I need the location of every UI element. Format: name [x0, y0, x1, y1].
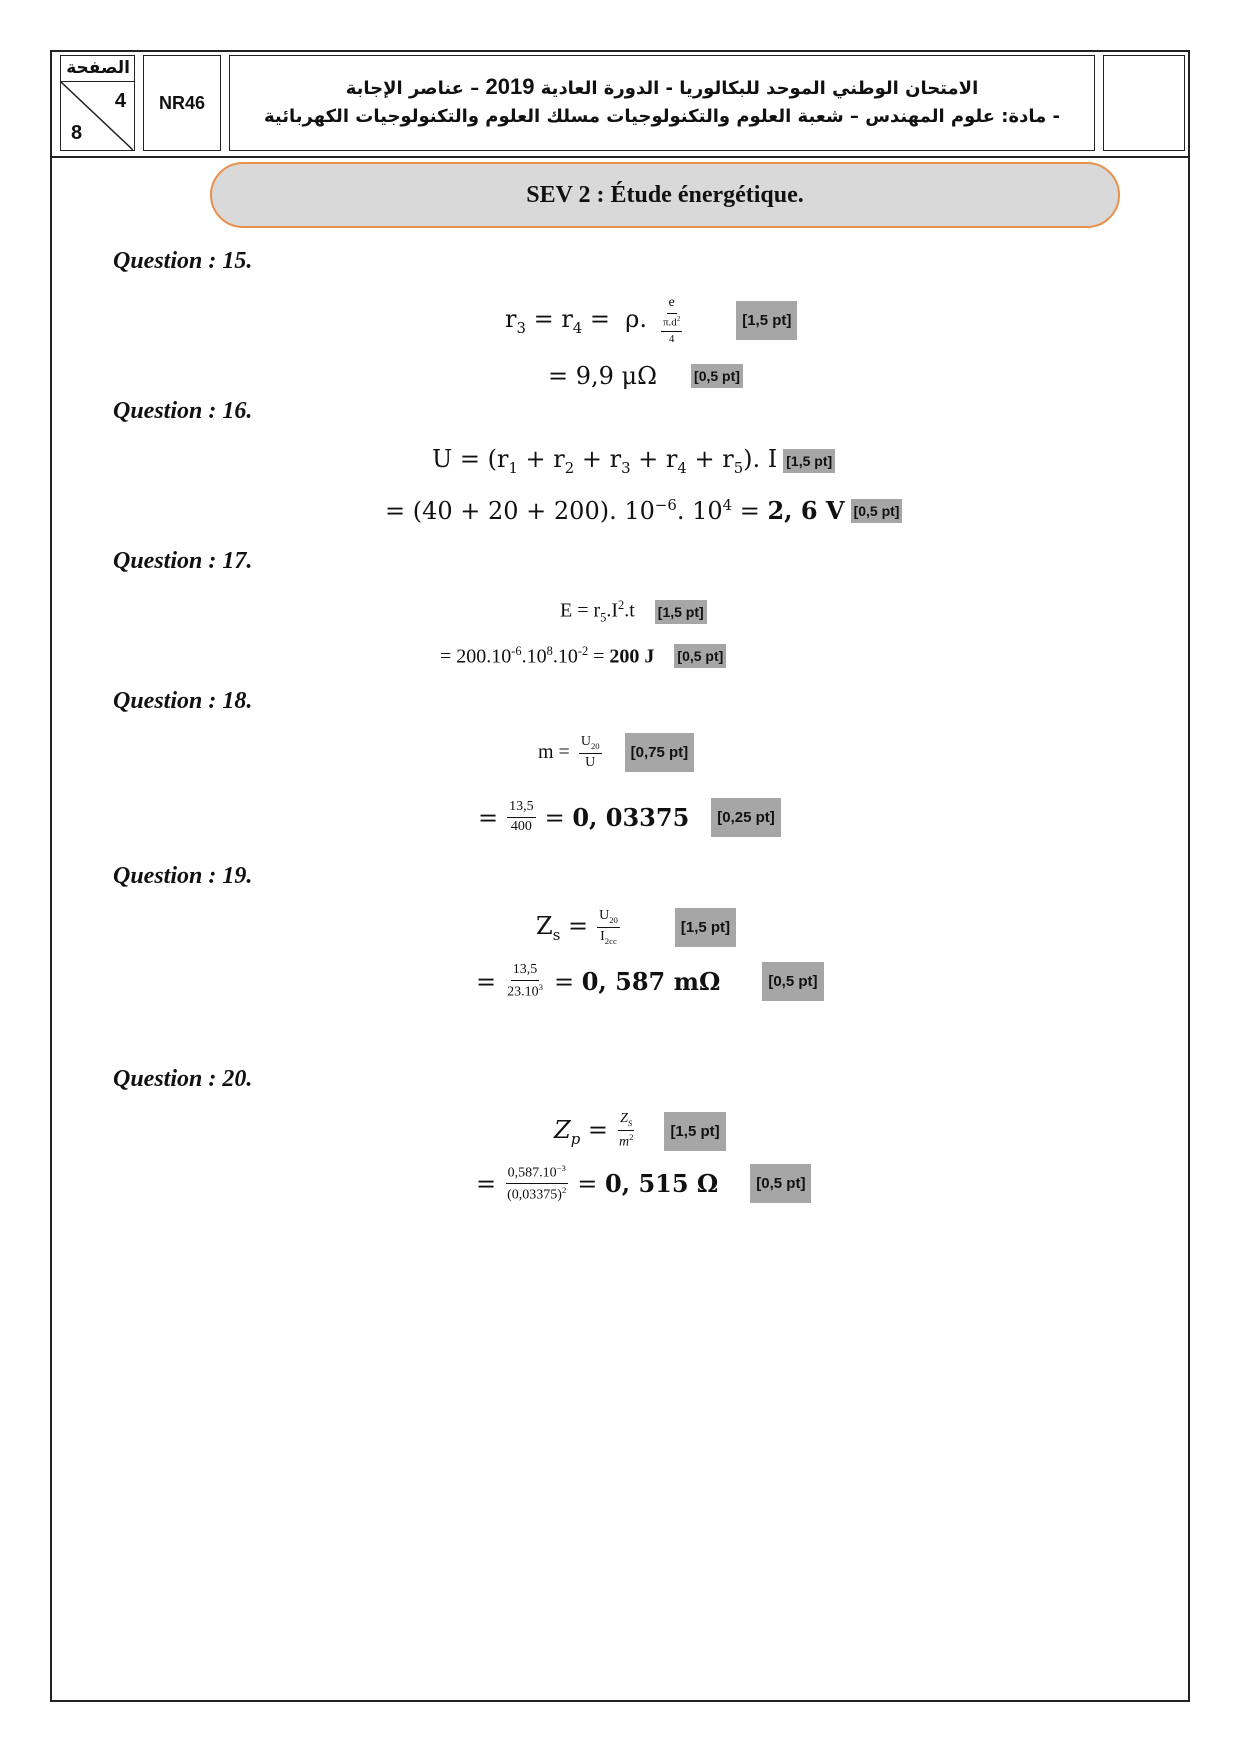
q16-formula: $U = (r_1 + r_2 + r_3 + r_4 + r_5)$. I [1,5 pt] — [432, 445, 835, 477]
q18-points-result: [0,25 pt] — [711, 798, 781, 837]
exam-title — [229, 55, 1095, 151]
section-title: SEV 2 : Étude énergétique. — [210, 162, 1120, 228]
q15-points-result: [0,5 pt] — [691, 364, 743, 388]
exam-year: 2019 — [485, 74, 535, 99]
q18-points-formula: [0,75 pt] — [625, 733, 695, 772]
q19-formula: $Z_s$ = $\frac{U_{20}}{I_{2cc}}$ [1,5 pt] — [536, 908, 736, 947]
page-number-box — [60, 55, 135, 151]
q19-result: = $\frac{13,5}{23.10^3}$ = 0, 587 mΩ [0,5 pt] — [476, 962, 824, 1001]
question-16-label: Question : 16. — [113, 398, 253, 424]
q16-result: = (40 + 20 + 200). $10^{-6}$. $10^4 = 2$, 6 V [0,5 pt] — [385, 496, 902, 525]
exam-title-line2: - مادة: علوم المهندس – شعبة العلوم والتكنولوجيات مسلك العلوم والتكنولوجيات الكهربائية — [263, 106, 1061, 127]
q17-result: = $200.10^{-6}.10^8.10^{-2} = 200$ J [0,5 pt] — [440, 644, 726, 669]
q17-points-formula: [1,5 pt] — [655, 600, 707, 624]
q18-result: = $\frac{13,5}{400}$ = 0, 03375 [0,25 pt] — [478, 798, 781, 837]
q18-formula: m = $\frac{U_{20}}{U}$ [0,75 pt] — [538, 733, 694, 772]
exam-title-line1: الامتحان الوطني الموحد للبكالوريا - الدورة العادية 2019 – عناصر الإجابة — [345, 74, 979, 99]
q20-result: = $\frac{0,587.10^{-3}}{(0,03375)^2}$ = 0, 515 Ω [0,5 pt] — [476, 1164, 811, 1204]
question-18-label: Question : 18. — [113, 688, 253, 714]
q20-points-result: [0,5 pt] — [750, 1164, 811, 1203]
question-19-label: Question : 19. — [113, 863, 253, 889]
q15-result: = 9,9 μΩ [0,5 pt] — [548, 362, 743, 390]
q16-points-formula: [1,5 pt] — [783, 449, 835, 473]
q17-formula: $E = r_5.I^2.t$ [1,5 pt] — [560, 598, 707, 626]
q19-points-formula: [1,5 pt] — [675, 908, 736, 947]
q20-points-formula: [1,5 pt] — [664, 1112, 725, 1151]
question-15-label: Question : 15. — [113, 248, 253, 274]
q16-points-result: [0,5 pt] — [851, 499, 903, 523]
question-20-label: Question : 20. — [113, 1066, 253, 1092]
page-label: الصفحة — [66, 58, 130, 78]
q15-points-formula: [1,5 pt] — [736, 301, 797, 340]
page-number: 4 — [114, 90, 126, 112]
grade-box — [1103, 55, 1185, 151]
page-header — [52, 52, 1188, 158]
question-17-label: Question : 17. — [113, 548, 253, 574]
q15-formula: $r_3 = r_4 = \rho$. $\frac{e}{\frac{\pi.d^2}{4}}$ [1,5 pt] — [505, 296, 797, 345]
page-total: 8 — [71, 122, 83, 144]
exam-code: NR46 — [143, 55, 221, 151]
q17-points-result: [0,5 pt] — [674, 644, 726, 668]
q20-formula: $Z_p$ = $\frac{Z_S}{m^2}$ [1,5 pt] — [554, 1112, 726, 1151]
q19-points-result: [0,5 pt] — [762, 962, 823, 1001]
